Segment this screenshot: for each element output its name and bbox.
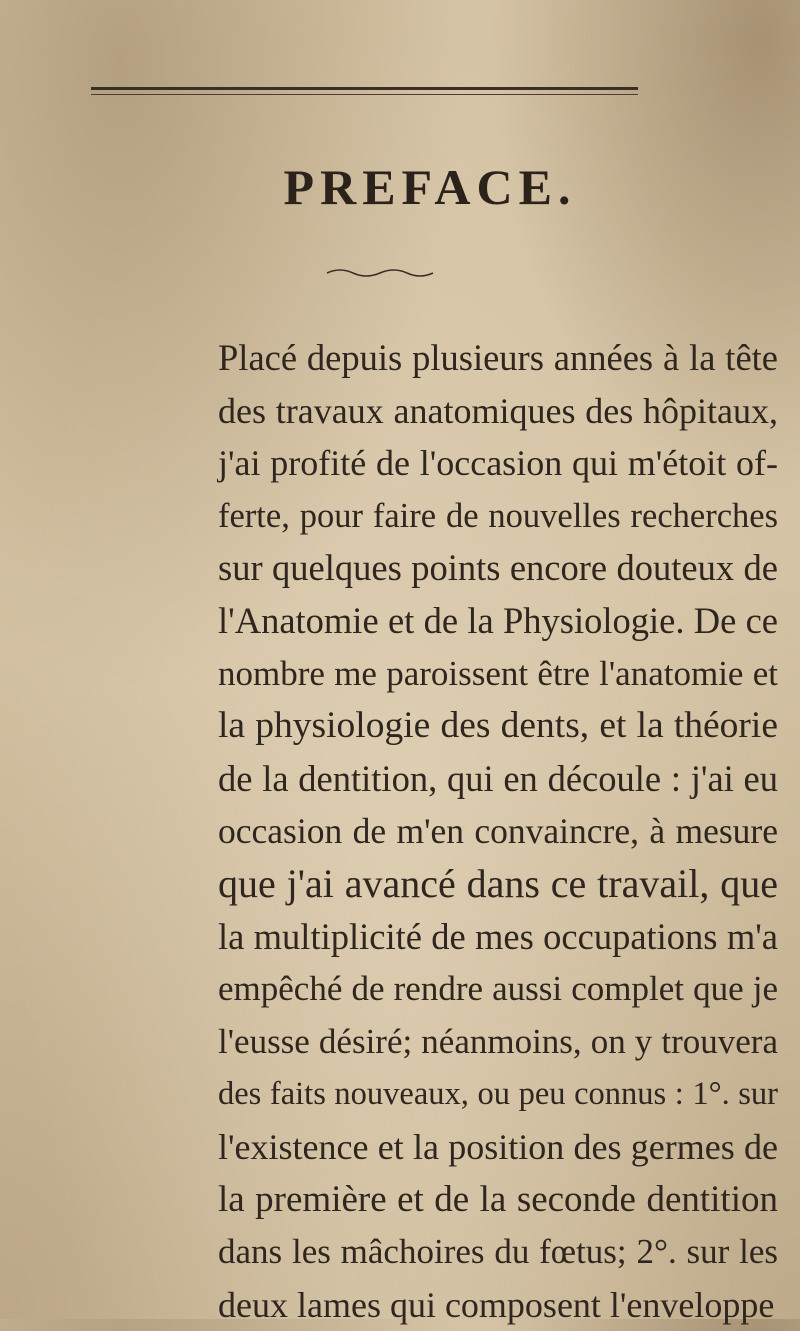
header-rule-thin [91,94,638,95]
text-line: des faits nouveaux, ou peu connus : 1°. sur [218,1076,778,1113]
text-line: ferte, pour faire de nouvelles recherches [218,496,778,535]
text-line: l'Anatomie et de la Physiologie. De ce [218,599,778,641]
text-line: sur quelques points encore douteux de [218,547,778,589]
text-line: de la dentition, qui en découle : j'ai eu [218,757,778,799]
text-line: nombre me paroissent être l'anatomie et [218,653,778,693]
text-line: que j'ai avancé dans ce travail, que [218,860,778,906]
text-line: l'eusse désiré; néanmoins, on y trouvera [218,1021,778,1061]
text-line: empêché de rendre aussi complet que je [218,969,778,1009]
text-line: j'ai profité de l'occasion qui m'étoit of- [218,443,778,484]
page-title: PREFACE. [283,159,577,215]
text-line: occasion de m'en convaincre, à mesure [218,811,778,852]
title-ornament [325,265,435,279]
text-line: des travaux anatomiques des hôpitaux, [218,390,778,431]
text-line: Placé depuis plusieurs années à la tête [218,337,778,378]
text-line: l'existence et la position des germes de [218,1126,778,1167]
text-line: deux lames qui composent l'enveloppe [218,1284,775,1325]
text-line: la multiplicité de mes occupations m'a [218,915,778,957]
header-rule [91,87,638,90]
text-line: la première et de la seconde dentition [218,1178,778,1220]
text-line: dans les mâchoires du fœtus; 2°. sur les [218,1232,778,1272]
body-text [218,332,778,1331]
text-line: la physiologie des dents, et la théorie [218,705,778,747]
